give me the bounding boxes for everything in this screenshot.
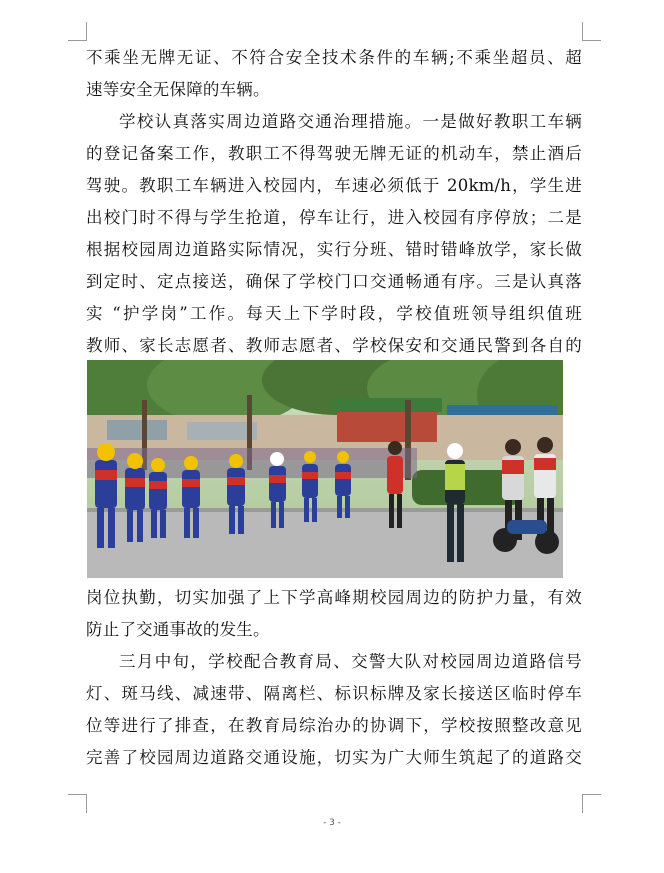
- text-line: 出校门时不得与学生抢道，停车让行，进入校园有序停放；二是: [86, 208, 582, 227]
- page-number: - 3 -: [323, 818, 341, 828]
- text-line: 三月中旬，学校配合教育局、交警大队对校园周边道路信号: [119, 652, 582, 671]
- school-crossing-photo: [87, 360, 563, 578]
- photo-illustration: [87, 360, 563, 578]
- text-line: 的登记备案工作，教职工不得驾驶无牌无证的机动车，禁止酒后: [86, 144, 582, 163]
- crop-mark-bottom-left: [68, 794, 87, 813]
- text-line: 完善了校园周边道路交通设施，切实为广大师生筑起了的道路交: [86, 748, 582, 767]
- body-text-bottom: [86, 582, 582, 774]
- text-line: 教师、家长志愿者、教师志愿者、学校保安和交通民警到各自的: [86, 336, 582, 355]
- text-line: 防止了交通事故的发生。: [86, 620, 270, 639]
- text-line: 驾驶。教职工车辆进入校园内，车速必须低于 20km/h，学生进: [86, 176, 582, 195]
- text-line: 学校认真落实周边道路交通治理措施。一是做好教职工车辆: [119, 112, 582, 131]
- crop-mark-top-right: [582, 22, 601, 41]
- crop-mark-top-left: [68, 22, 87, 41]
- text-line: 不乘坐无牌无证、不符合安全技术条件的车辆;不乘坐超员、超: [86, 48, 582, 67]
- crop-mark-bottom-right: [582, 794, 601, 813]
- body-text-top: [86, 42, 582, 362]
- text-line: 到定时、定点接送，确保了学校门口交通畅通有序。三是认真落: [86, 272, 582, 291]
- text-line: 速等安全无保障的车辆。: [86, 80, 270, 99]
- text-line: 位等进行了排查，在教育局综治办的协调下，学校按照整改意见: [86, 716, 582, 735]
- text-line: 实 “护学岗”工作。每天上下学时段，学校值班领导组织值班: [86, 304, 582, 323]
- text-line: 岗位执勤，切实加强了上下学高峰期校园周边的防护力量，有效: [86, 588, 582, 607]
- text-line: 根据校园周边道路实际情况，实行分班、错时错峰放学，家长做: [86, 240, 582, 259]
- text-line: 灯、斑马线、减速带、隔离栏、标识标牌及家长接送区临时停车: [86, 684, 582, 703]
